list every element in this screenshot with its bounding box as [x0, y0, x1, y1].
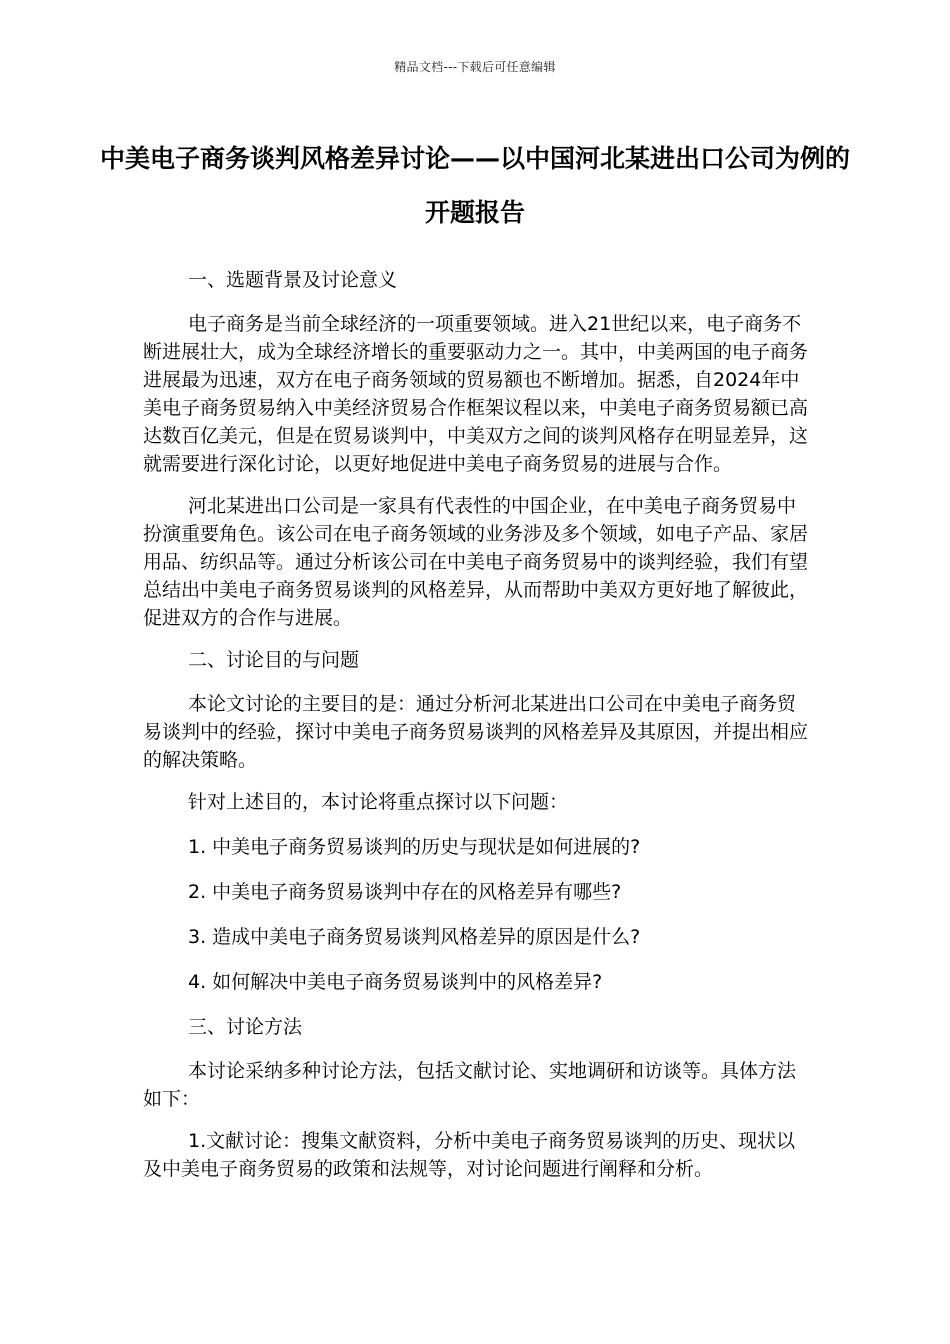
question-item-4: 4. 如何解决中美电子商务贸易谈判中的风格差异?	[188, 971, 603, 993]
paragraph-objectives-1: 本论文讨论的主要目的是：通过分析河北某进出口公司在中美电子商务贸易谈判中的经验，探讨中美电子商务贸易谈判的风格差异及其原因，并提出相应的解决策略。	[143, 693, 809, 771]
paragraph-methods-1: 本讨论采纳多种讨论方法，包括文献讨论、实地调研和访谈等。具体方法如下：	[143, 1060, 797, 1110]
paragraph-background-2: 河北某进出口公司是一家具有代表性的中国企业，在中美电子商务贸易中扮演重要角色。该公司在电子商务领域的业务涉及多个领域，如电子产品、家居用品、纺织品等。通过分析该公司在中美电子商务贸易中的谈判经验，我们有望总结出中美电子商务贸易谈判的风格差异，从而帮助中美双方更好地了解彼此，促进双方的合作与进展。	[143, 495, 809, 629]
paragraph-objectives-2: 针对上述目的，本讨论将重点探讨以下问题：	[188, 791, 569, 813]
header-note: 精品文档---下载后可任意编辑	[394, 60, 556, 74]
paragraph-methods-2: 1.文献讨论：搜集文献资料，分析中美电子商务贸易谈判的历史、现状以及中美电子商务贸易的政策和法规等，对讨论问题进行阐释和分析。	[143, 1130, 796, 1180]
document-body	[143, 266, 809, 1197]
section-heading-background: 一、选题背景及讨论意义	[188, 269, 398, 291]
question-item-1: 1. 中美电子商务贸易谈判的历史与现状是如何进展的?	[188, 836, 641, 858]
question-item-3: 3. 造成中美电子商务贸易谈判风格差异的原因是什么?	[188, 926, 641, 948]
document-title: 中美电子商务谈判风格差异讨论——以中国河北某进出口公司为例的开题报告	[100, 144, 851, 227]
paragraph-background-1: 电子商务是当前全球经济的一项重要领域。进入21世纪以来，电子商务不断进展壮大，成为全球经济增长的重要驱动力之一。其中，中美两国的电子商务进展最为迅速，双方在电子商务领域的贸易额也不断增加。据悉，自2024年中美电子商务贸易纳入中美经济贸易合作框架议程以来，中美电子商务贸易额已高达数百亿美元，但是在贸易谈判中，中美双方之间的谈判风格存在明显差异，这就需要进行深化讨论，以更好地促进中美电子商务贸易的进展与合作。	[143, 313, 809, 475]
section-heading-methods: 三、讨论方法	[188, 1016, 303, 1038]
section-heading-objectives: 二、讨论目的与问题	[188, 649, 360, 671]
question-item-2: 2. 中美电子商务贸易谈判中存在的风格差异有哪些?	[188, 881, 622, 903]
